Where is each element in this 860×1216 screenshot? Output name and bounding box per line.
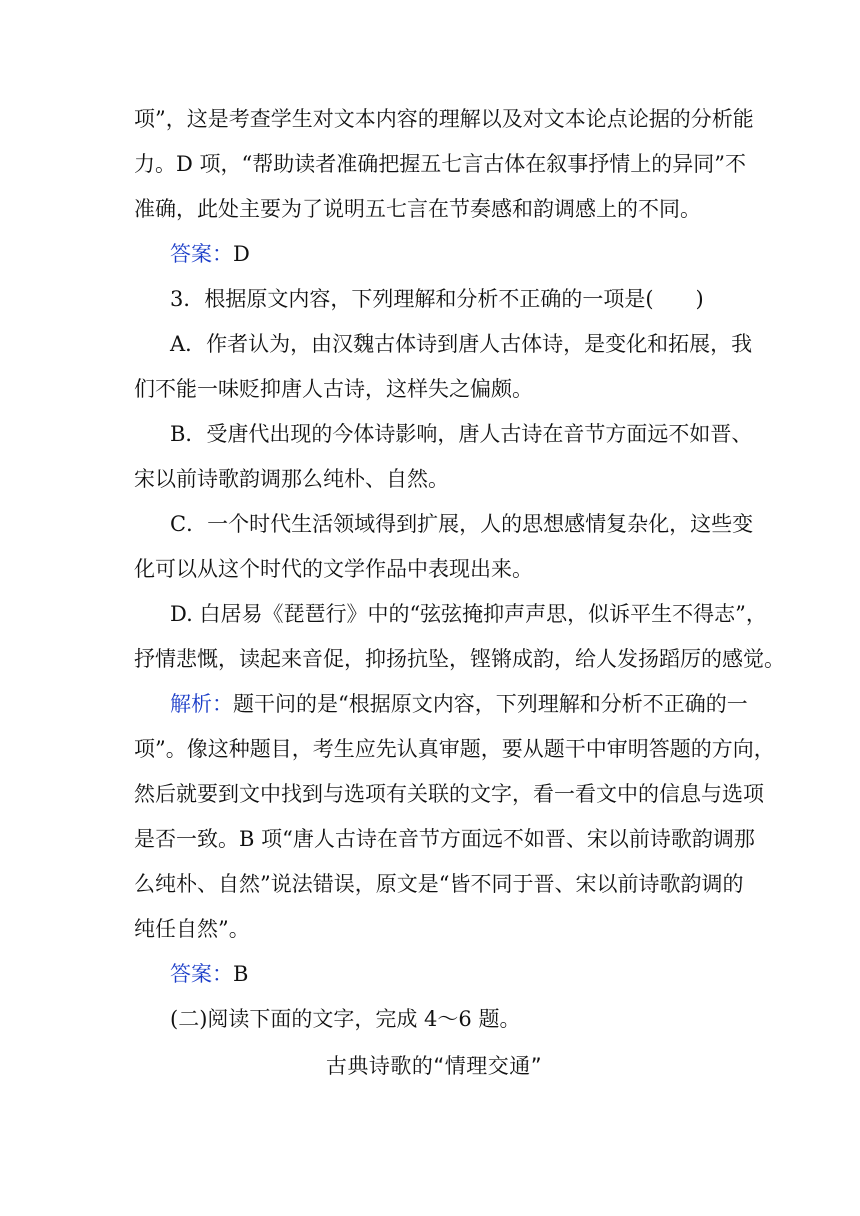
section-title: 古典诗歌的“情理交通”: [325, 1054, 543, 1078]
analysis-paragraph: [134, 682, 775, 952]
option-a: [134, 322, 753, 412]
text-line: 化可以从这个时代的文学作品中表现出来。: [134, 557, 533, 581]
option-b: [134, 412, 753, 502]
text-line: 是否一致。B 项“唐人古诗在音节方面远不如晋、宋以前诗歌韵调那: [134, 827, 755, 851]
analysis-label: 解析：: [170, 692, 233, 716]
text-line: 抒情悲慨，读起来音促，抑扬抗坠，铿锵成韵，给人发扬蹈厉的感觉。: [134, 647, 785, 671]
text-line: 么纯朴、自然”说法错误，原文是“皆不同于晋、宋以前诗歌韵调的: [134, 872, 744, 896]
document-page: [134, 97, 785, 1089]
text-line: 准确，此处主要为了说明五七言在节奏感和韵调感上的不同。: [134, 197, 701, 221]
text-line: 项”，这是考查学生对文本内容的理解以及对文本论点论据的分析能: [134, 107, 754, 131]
text-line: D. 白居易《琵琶行》中的“弦弦掩抑声声思，似诉平生不得志”，: [170, 602, 767, 626]
option-d: [134, 592, 785, 682]
text-line: 然后就要到文中找到与选项有关联的文字，看一看文中的信息与选项: [134, 782, 764, 806]
answer-line: [134, 952, 734, 997]
question-stem: 3．根据原文内容，下列理解和分析不正确的一项是( ): [170, 287, 704, 311]
text-line: C．一个时代生活领域得到扩展，人的思想感情复杂化，这些变: [170, 512, 754, 536]
answer-line: [134, 232, 734, 277]
answer-value: B: [233, 962, 249, 986]
text-line: [134, 682, 748, 727]
answer-label: 答案：: [170, 242, 233, 266]
text-line: 力。D 项，“帮助读者准确把握五七言古体在叙事抒情上的异同”不: [134, 152, 746, 176]
option-c: [134, 502, 754, 592]
answer-value: D: [233, 242, 250, 266]
section-intro: (二)阅读下面的文字，完成 4～6 题。: [170, 1007, 521, 1031]
text-line: B．受唐代出现的今体诗影响，唐人古诗在音节方面远不如晋、: [170, 422, 753, 446]
text-line: 纯任自然”。: [134, 917, 250, 941]
answer-label: 答案：: [170, 962, 233, 986]
text-line: 项”。像这种题目，考生应先认真审题，要从题干中审明答题的方向，: [134, 737, 775, 761]
text-line: A．作者认为，由汉魏古体诗到唐人古体诗，是变化和拓展，我: [170, 332, 753, 356]
analysis-text: 题干问的是“根据原文内容，下列理解和分析不正确的一: [233, 692, 748, 716]
text-line: 们不能一味贬抑唐人古诗，这样失之偏颇。: [134, 377, 533, 401]
text-line: 宋以前诗歌韵调那么纯朴、自然。: [134, 467, 449, 491]
explanation-paragraph: [134, 97, 754, 232]
